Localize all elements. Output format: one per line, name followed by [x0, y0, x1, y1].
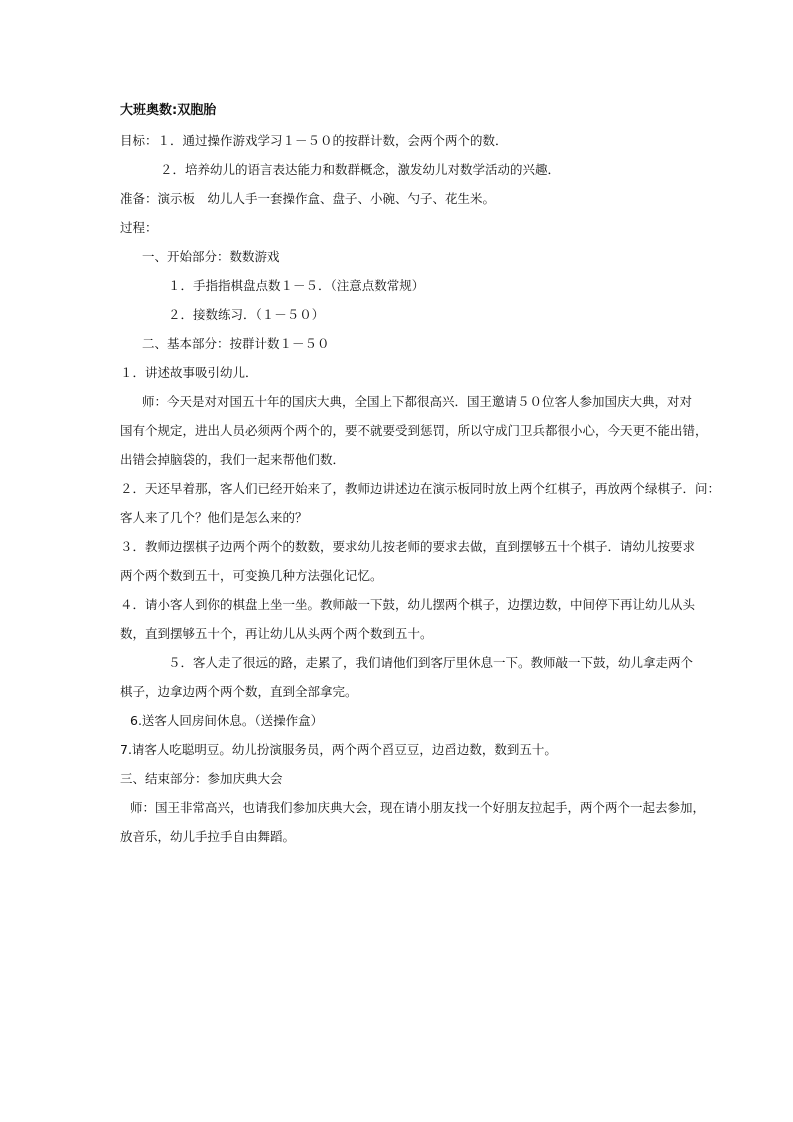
step-5-line-2: 棋子，边拿边两个两个数，直到全部拿完。	[120, 684, 358, 699]
step-6-line: 6.送客人回房间休息。（送操作盒）	[130, 713, 324, 728]
section-three-heading: 三、结束部分：参加庆典大会	[120, 771, 283, 786]
section-one-heading: 一、开始部分：数数游戏	[142, 249, 280, 264]
story-line-3: 出错会掉脑袋的，我们一起来帮他们数．	[120, 452, 346, 467]
step-3-line-1: ３．教师边摆棋子边两个两个的数数，要求幼儿按老师的要求去做，直到摆够五十个棋子．请幼儿按要求	[120, 539, 696, 554]
goal-line-2: ２．培养幼儿的语言表达能力和数群概念，激发幼儿对数学活动的兴趣．	[160, 162, 561, 177]
goal-line-1: 目标：１．通过操作游戏学习１－５０的按群计数，会两个两个的数．	[120, 133, 508, 148]
section-one-item-1: １．手指指棋盘点数１－５．（注意点数常规）	[168, 278, 425, 293]
step-4-line-1: ４．请小客人到你的棋盘上坐一坐。教师敲一下鼓，幼儿摆两个棋子，边摆边数，中间停下再让幼儿从头	[120, 597, 696, 612]
step-7-line: 7.请客人吃聪明豆。幼儿扮演服务员，两个两个舀豆豆，边舀边数，数到五十。	[120, 742, 557, 757]
section-two-heading: 二、基本部分：按群计数１－５０	[142, 336, 330, 351]
step-2-line-2: 客人来了几个？他们是怎么来的？	[120, 510, 308, 525]
step-2-line-1: ２．天还早着那，客人们已经开始来了，教师边讲述边在演示板同时放上两个红棋子，再放两个绿棋子．问：	[120, 481, 721, 496]
section-one-item-2: ２．接数练习．（１－５０）	[168, 307, 325, 322]
ending-line-1: 师：国王非常高兴，也请我们参加庆典大会，现在请小朋友找一个好朋友拉起手，两个两个一起去参加，	[130, 800, 706, 815]
story-line-1: 师：今天是对对国五十年的国庆大典，全国上下都很高兴．国王邀请５０位客人参加国庆大典，对对	[142, 394, 693, 409]
step-4-line-2: 数，直到摆够五十个，再让幼儿从头两个两个数到五十。	[120, 626, 433, 641]
story-line-2: 国有个规定，进出人员必须两个两个的，要不就要受到惩罚，所以守成门卫兵都很小心，今天更不能出错，	[120, 423, 708, 438]
step-5-line-1: ５．客人走了很远的路，走累了，我们请他们到客厅里休息一下。教师敲一下鼓，幼儿拿走两个	[168, 655, 694, 670]
step-3-line-2: 两个两个数到五十，可变换几种方法强化记忆。	[120, 568, 383, 583]
preparation-line: 准备：演示板 幼儿人手一套操作盒、盘子、小碗、勺子、花生米。	[120, 191, 496, 206]
ending-line-2: 放音乐，幼儿手拉手自由舞蹈。	[120, 829, 296, 844]
step-1-line: １．讲述故事吸引幼儿．	[120, 365, 258, 380]
document-title: 大班奥数:双胞胎	[120, 103, 217, 118]
process-heading: 过程：	[120, 220, 158, 235]
